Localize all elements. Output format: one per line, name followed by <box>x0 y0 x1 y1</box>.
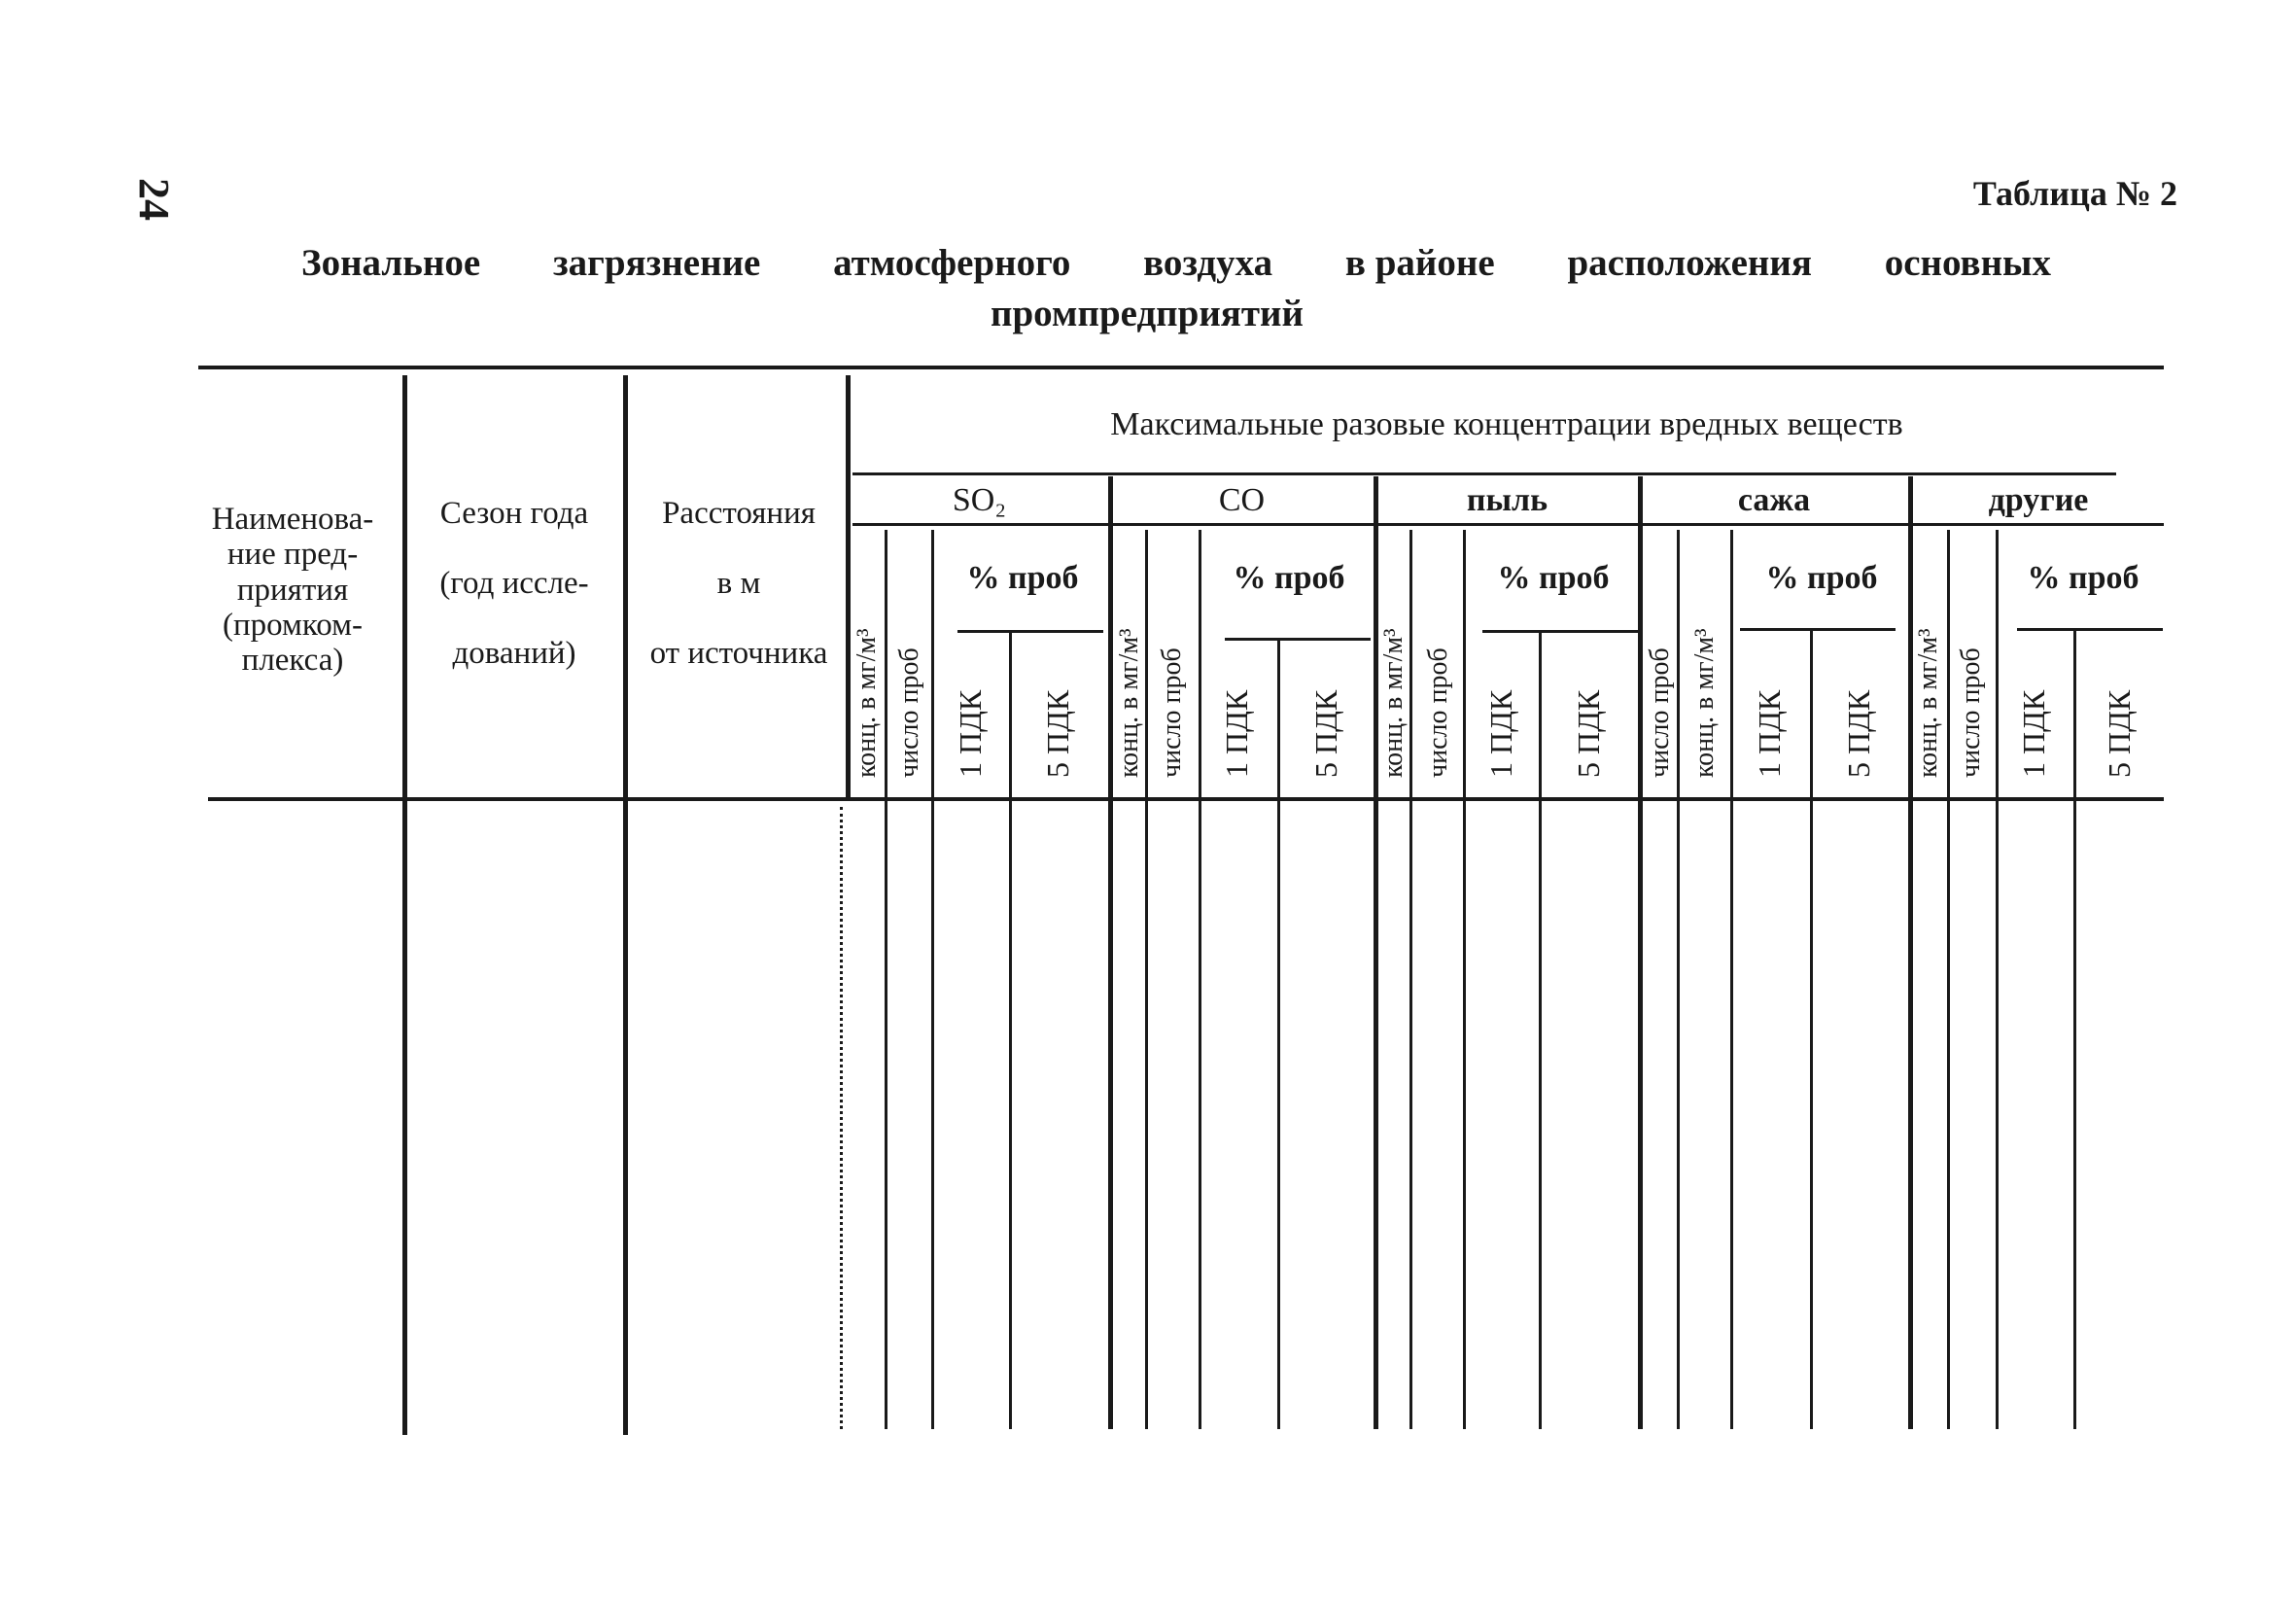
sub-header-5pdk: 5 ПДК <box>1308 689 1343 778</box>
sub-header-concentration: конц. в мг/м³ <box>1114 628 1144 778</box>
sub-divider <box>2073 630 2076 1429</box>
sub-divider <box>1730 530 1733 1429</box>
group-so2: SO₂ <box>952 482 1007 518</box>
header-line: плекса) <box>241 643 344 679</box>
percent-samples-label: % проб <box>1233 560 1345 596</box>
header-line: дований) <box>452 636 576 671</box>
sub-header-5pdk: 5 ПДК <box>1040 689 1075 778</box>
percent-rule <box>1225 638 1371 641</box>
sub-divider <box>1463 530 1466 1429</box>
group-divider <box>1908 476 1913 1429</box>
sub-header-1pdk: 1 ПДК <box>1752 689 1787 778</box>
percent-samples-label: % проб <box>966 560 1079 596</box>
sub-header-samples: число проб <box>894 647 924 778</box>
percent-samples-label: % проб <box>1497 560 1610 596</box>
percent-rule <box>1482 630 1638 633</box>
header-line: Расстояния <box>662 496 816 531</box>
sub-header-1pdk: 1 ПДК <box>953 689 988 778</box>
group-rule <box>852 472 2116 475</box>
sub-header-concentration: конц. в мг/м³ <box>1689 628 1720 778</box>
percent-samples-label: % проб <box>1765 560 1878 596</box>
title-word: Зональное <box>301 242 481 284</box>
sub-header-concentration: конц. в мг/м³ <box>1913 628 1943 778</box>
title-word: атмосферного <box>833 242 1071 284</box>
sub-divider <box>1199 530 1201 1429</box>
table-title-line2: промпредприятий <box>991 293 1304 334</box>
header-line: приятия <box>236 572 349 608</box>
group-co: CO <box>1218 482 1266 518</box>
sub-divider <box>1409 530 1412 1429</box>
title-word: загрязнение <box>552 242 761 284</box>
header-line: от источника <box>649 636 828 671</box>
page-number: 24 <box>130 178 178 221</box>
sub-divider <box>885 530 887 1429</box>
sub-header-samples: число проб <box>1157 647 1187 778</box>
header-bottom-rule <box>208 797 2164 801</box>
sub-divider <box>1810 630 1813 1429</box>
title-word: расположения <box>1567 242 1812 284</box>
header-enterprise <box>191 502 395 678</box>
table-number: Таблица № 2 <box>1972 174 2177 213</box>
sub-divider <box>1145 530 1148 1429</box>
sub-divider <box>1947 530 1950 1429</box>
percent-rule <box>957 630 1103 633</box>
header-distance <box>628 478 850 688</box>
percent-samples-label: % проб <box>2027 560 2139 596</box>
sub-header-samples: число проб <box>1956 647 1986 778</box>
group-divider <box>1638 476 1643 1429</box>
sub-divider <box>1996 530 1999 1429</box>
group-divider <box>1374 476 1378 1429</box>
percent-rule <box>2017 628 2163 631</box>
header-line: (промком- <box>222 607 363 643</box>
title-word: в районе <box>1344 242 1495 284</box>
group-dust: пыль <box>1466 482 1548 518</box>
sub-header-5pdk: 5 ПДК <box>2102 689 2137 778</box>
sub-header-1pdk: 1 ПДК <box>1219 689 1254 778</box>
header-line: Наименова- <box>211 502 374 537</box>
sub-divider <box>1677 530 1680 1429</box>
sub-header-concentration: конц. в мг/м³ <box>1378 628 1409 778</box>
group-soot: сажа <box>1737 482 1811 518</box>
sub-divider <box>1009 632 1012 1429</box>
table-title <box>301 241 2051 285</box>
sub-header-concentration: конц. в мг/м³ <box>852 628 882 778</box>
table-top-rule <box>198 366 2164 369</box>
sub-header-5pdk: 5 ПДК <box>1571 689 1606 778</box>
sub-header-1pdk: 1 ПДК <box>2016 689 2051 778</box>
group-other: другие <box>1988 482 2089 518</box>
header-line: в м <box>716 566 761 601</box>
percent-rule <box>1740 628 1896 631</box>
header-line: (год иссле- <box>439 566 589 601</box>
header-line: ние пред- <box>226 537 359 573</box>
title-word: воздуха <box>1143 242 1273 284</box>
sub-divider <box>1277 640 1280 1429</box>
title-word: основных <box>1884 242 2051 284</box>
sub-header-samples: число проб <box>1423 647 1453 778</box>
header-max-concentration: Максимальные разовые концентрации вредных веществ <box>1110 406 1903 442</box>
group-divider <box>1108 476 1113 1429</box>
sub-header-1pdk: 1 ПДК <box>1483 689 1518 778</box>
header-line: Сезон года <box>439 496 589 531</box>
sub-divider <box>931 530 934 1429</box>
header-season <box>406 478 622 688</box>
sub-header-samples: число проб <box>1645 647 1675 778</box>
sub-divider <box>1539 632 1542 1429</box>
sub-header-5pdk: 5 ПДК <box>1841 689 1876 778</box>
subgroup-rule <box>852 523 2164 526</box>
col-divider <box>840 807 843 1429</box>
